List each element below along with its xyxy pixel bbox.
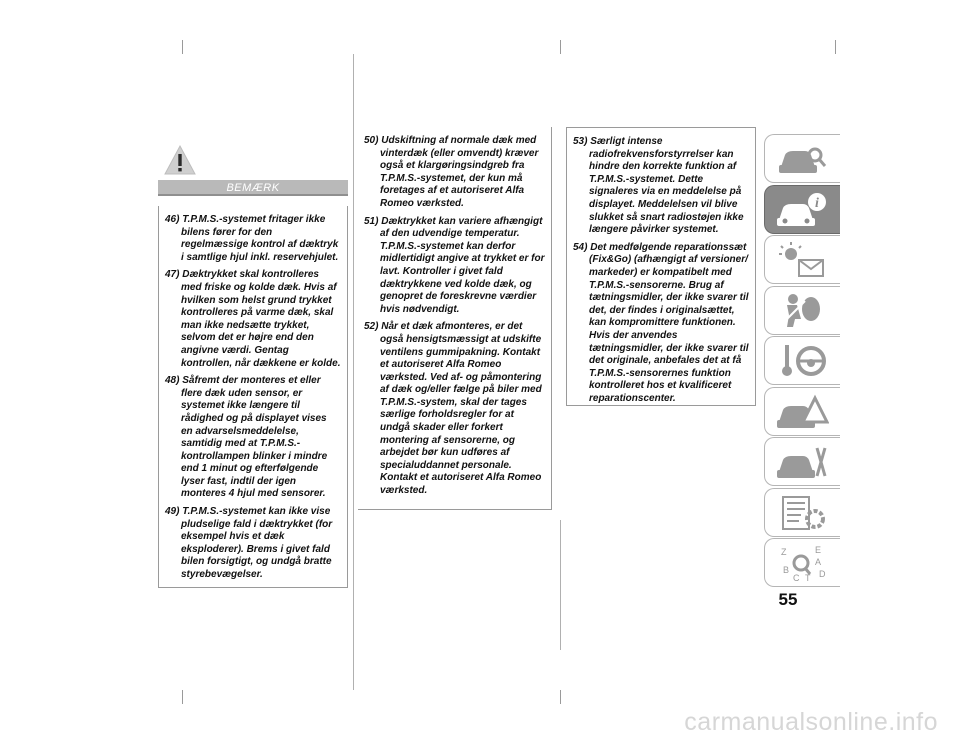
tab-maintenance[interactable]: [764, 437, 840, 486]
svg-text:i: i: [815, 195, 819, 211]
notes-column-right: [566, 127, 756, 406]
note-item-52: 52) Når et dæk afmonteres, er det også hensigtsmæssigt at udskifte ventilens gummipakning. Kontakt et autoriseret Alfa Romeo værksted. Ved af- og påmontering af dæk og/eller fælge på biler med T.P.M.S.-system, skal der tages særlige forholdsregler for at undgå skader eller forkert montering af sensorerne, og arbejdet bør kun udføres af specialuddannet personale. Kontakt et autoriseret Alfa Romeo værksted.: [364, 321, 542, 497]
notes-column-middle: [358, 127, 552, 510]
car-info-icon: [775, 190, 829, 230]
alphabetical-index-icon: [775, 543, 829, 583]
notes-column-left: [158, 206, 348, 588]
note-item-50: 50) Udskiftning af normale dæk med vinterdæk (eller omvendt) kræver også et klargøringsindgreb fra T.P.M.S.-systemet, der kun må foretages af et autoriseret Alfa Romeo værksted.: [364, 135, 539, 209]
tab-technical-data[interactable]: [764, 488, 840, 537]
svg-text:T: T: [805, 573, 811, 583]
warning-light-message-icon: [775, 240, 829, 280]
svg-text:B: B: [783, 565, 790, 575]
car-emergency-icon: [775, 392, 829, 432]
car-service-tools-icon: [775, 442, 829, 482]
crop-mark: [182, 40, 183, 54]
tab-safety[interactable]: [764, 286, 840, 335]
note-item-49: 49) T.P.M.S.-systemet kan ikke vise pludselige fald i dæktrykket (for eksempel hvis et dæk eksploderer). Brems i givet fald bilen forsigtigt, og undgå bratte styrebevægelser.: [165, 506, 333, 581]
tab-getting-to-know-car[interactable]: [764, 134, 840, 183]
tab-dashboard-info[interactable]: [764, 185, 840, 234]
warning-triangle-icon: [164, 144, 196, 176]
page-number: 55: [778, 590, 798, 609]
tab-index[interactable]: [764, 538, 840, 587]
svg-text:Z: Z: [781, 547, 787, 557]
svg-text:D: D: [819, 569, 826, 579]
note-header: [158, 140, 348, 198]
svg-text:A: A: [815, 557, 822, 567]
tab-starting-driving[interactable]: [764, 336, 840, 385]
column-divider: [353, 54, 354, 690]
crop-mark: [182, 690, 183, 704]
tab-warning-lights[interactable]: [764, 235, 840, 284]
svg-text:C: C: [793, 573, 800, 583]
note-item-48: 48) Såfremt der monteres et eller flere dæk uden sensor, er systemet ikke længere til rådighed og på displayet vises en advarselsmeddelelse, samtidig med at T.P.M.S.-kontrollampen blinker i mindre end 1 minut og efterfølgende lyser fast, indtil der igen monteres 4 hjul med sensorer.: [165, 375, 328, 500]
crop-mark: [560, 40, 561, 54]
note-label: BEMÆRK: [158, 180, 348, 196]
crop-mark: [560, 690, 561, 704]
note-item-54: 54) Det medfølgende reparationssæt (Fix&Go) (afhængigt af versioner/ markeder) er kompatibelt med T.P.M.S.-sensorerne. Brug af tætningsmidler, der ikke svarer til det, der findes i originalsættet, kan kompromittere funktionen. Hvis der anvendes tætningsmidler, der ikke svarer til det originale, anbefales det at få T.P.M.S.-sensorernes funktion kontrolleret hos et kvalificeret reparationscenter.: [573, 241, 749, 404]
chapter-tabs: [764, 134, 842, 589]
technical-data-icon: [775, 493, 829, 533]
watermark: carmanualsonline.info: [684, 708, 938, 736]
tab-emergency[interactable]: [764, 387, 840, 436]
note-item-47: 47) Dæktrykket skal kontrolleres med friske og kolde dæk. Hvis af hvilken som helst grund trykket kontrolleres på varme dæk, skal man ikke nedsætte trykket, selvom det er højre end den angivne værdi. Gentag kontrollen, når dækkene er kolde.: [165, 269, 341, 369]
car-search-icon: [775, 139, 829, 179]
note-item-46: 46) T.P.M.S.-systemet fritager ikke bilens fører for den regelmæssige kontrol af dæktryk i samtlige hjul inkl. reservehjulet.: [165, 214, 339, 263]
key-steering-wheel-icon: [775, 341, 829, 381]
passenger-airbag-icon: [775, 291, 829, 331]
crop-mark: [835, 40, 836, 54]
column-divider: [560, 520, 561, 650]
svg-text:E: E: [815, 545, 822, 555]
note-item-53: 53) Særligt intense radiofrekvensforstyrrelser kan hindre den korrekte funktion af T.P.M.S.-systemet. Dette signaleres via en meddelelse på displayet. Meddelelsen vil blive slukket så snart radiostøjen ikke længere påvirker systemet.: [573, 136, 744, 236]
note-item-51: 51) Dæktrykket kan variere afhængigt af den udvendige temperatur. T.P.M.S.-systemet kan derfor midlertidigt angive at trykket er for lavt. Kontroller i givet fald dæktrykkene ved kolde dæk, og genopret de foreskrevne værdier hvis nødvendigt.: [364, 215, 545, 315]
